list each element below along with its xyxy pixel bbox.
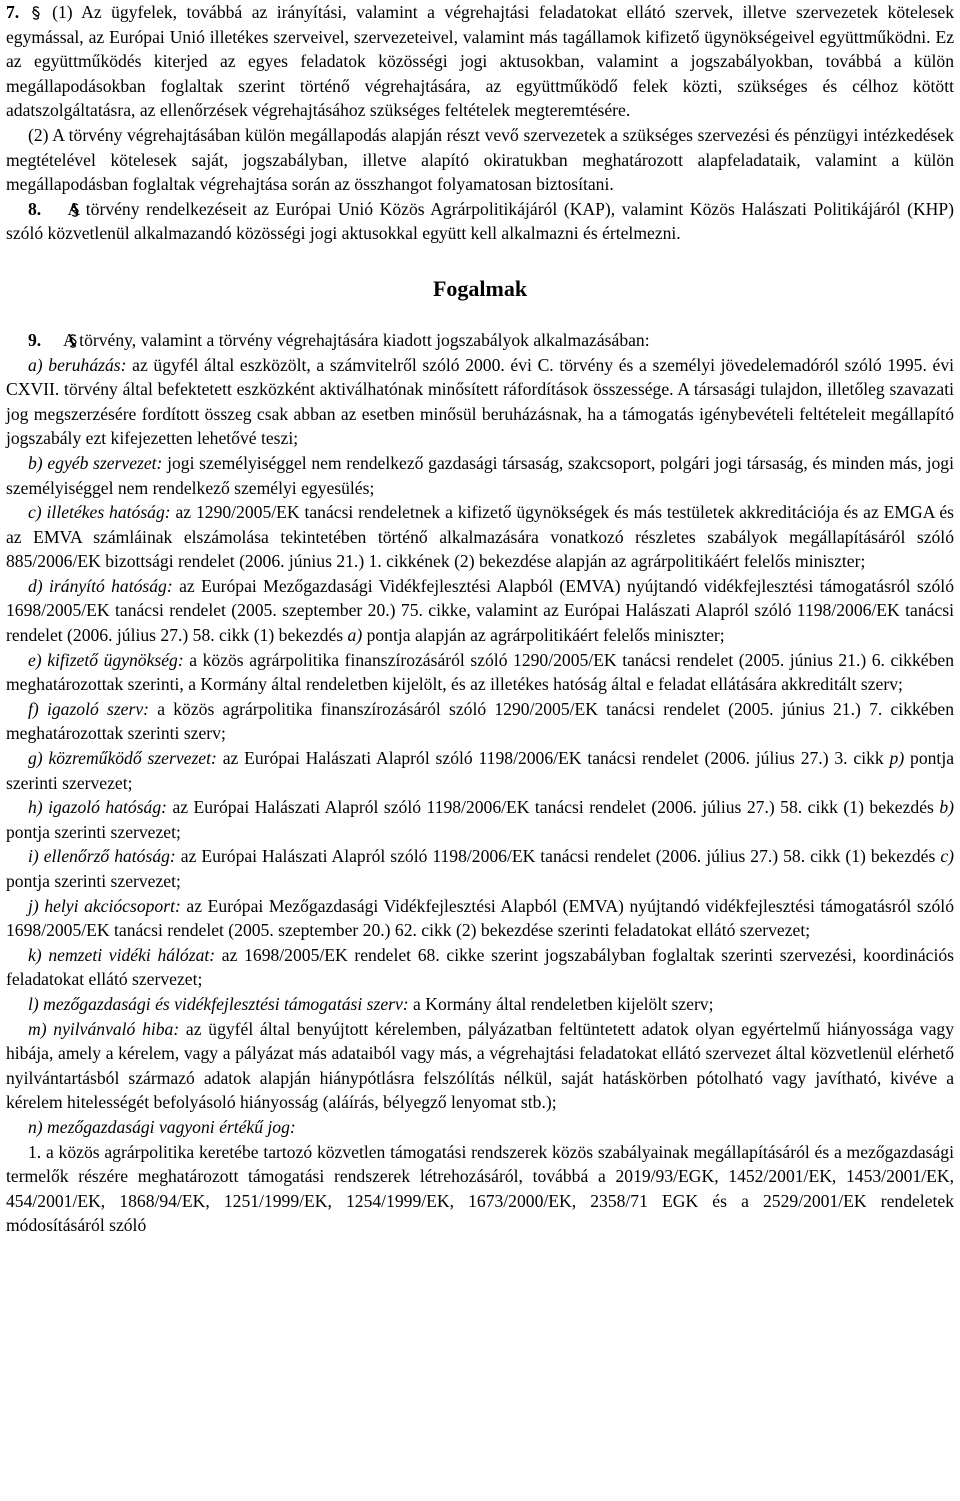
section-9-intro bbox=[6, 328, 954, 353]
definition-tail: pontja szerinti szervezet; bbox=[6, 821, 181, 842]
section-number: 8. bbox=[28, 198, 42, 219]
definition-n bbox=[6, 1115, 954, 1140]
section-7-text-1: (1) Az ügyfelek, továbbá az irányítási, valamint a végrehajtási feladatokat ellátó szervek, illetve szervezetek kötelesek egymással, az Európai Unió illetékes szerveivel, szervezeteivel, valamint más tagállamok kifizető ügynökségeivel együttműködni. Ez az együttműködés kiterjed az egyes feladatok közösségi jogi aktusokban, valamint a jogszabályokban, továbbá a külön megállapodásokban foglaltak szerint történő végrehajtására, az együttműködő felek közti, szükséges és célhoz kötött adatszolgáltatásra, az ellenőrzések végrehajtásához szükséges feltételek megteremtésére. bbox=[6, 2, 954, 121]
section-sign-icon bbox=[48, 197, 62, 222]
definition-term: g) közreműködő szervezet: bbox=[28, 748, 217, 769]
definition-point-ref: c) bbox=[940, 846, 954, 867]
definition-term: j) helyi akciócsoport: bbox=[28, 895, 181, 916]
definition-point-ref: p) bbox=[889, 748, 905, 769]
definition-term: c) illetékes hatóság: bbox=[28, 502, 171, 523]
definition-j bbox=[6, 894, 954, 943]
definition-term: e) kifizető ügynökség: bbox=[28, 649, 184, 670]
definition-term: k) nemzeti vidéki hálózat: bbox=[28, 944, 216, 965]
definition-text: a Kormány által rendeletben kijelölt szerv; bbox=[408, 993, 714, 1014]
definition-i bbox=[6, 844, 954, 893]
definition-n-item-1: 1. a közös agrárpolitika keretébe tartozó közvetlen támogatási rendszerek közös szabályainak megállapításáról és a mezőgazdasági termelők részére meghatározott támogatási rendszerek létrehozásáról, továbbá a 2019/93/EGK, 1452/2001/EK, 1453/2001/EK, 454/2001/EK, 1868/94/EK, 1251/1999/EK, 1254/1999/EK, 1673/2000/EK, 2358/71 EGK és a 2529/2001/EK rendeletek módosításáról szóló bbox=[6, 1141, 954, 1236]
definition-text: az 1698/2005/EK rendelet 68. cikke szerint jogszabályban foglaltak szerinti szervezési, koordinációs feladatokat ellátó szervezet; bbox=[6, 944, 954, 990]
definition-h bbox=[6, 795, 954, 844]
definition-text: az Európai Halászati Alapról szóló 1198/2006/EK tanácsi rendelet (2006. július 27.) 58. cikk (1) bekezdés bbox=[175, 846, 941, 867]
definition-text: az ügyfél által eszközölt, a számvitelről szóló 2000. évi C. törvény és a személyi jövedelemadóról szóló 1995. évi CXVII. törvény által befektetett eszközként aktiválhatónak minősített ráfordítások összessége. A társasági tulajdon, illetőleg szavazati jog megszerzésére fordított összeg csak abban az esetben minősül beruházásnak, ha a támogatás igénybevételi feltételeit megállapító jogszabály ezt kifejezetten lehetővé teszi; bbox=[6, 354, 955, 449]
section-7-paragraph-2: (2) A törvény végrehajtásában külön megállapodás alapján részt vevő szervezetek a szükséges szervezési és pénzügyi intézkedések megtételével kötelesek saját, jogszabályban, illetve alapító okiratukban meghatározott alapfeladataik, valamint a külön megállapodásban foglaltak végrehajtása során az összhangot folyamatosan biztosítani. bbox=[6, 124, 954, 195]
definition-term: i) ellenőrző hatóság: bbox=[28, 846, 176, 867]
section-8-text: A törvény rendelkezéseit az Európai Unió Közös Agrárpolitikájáról (KAP), valamint Közös Halászati Politikájáról (KHP) szóló közvetlenül alkalmazandó közösségi jogi aktusokkal együtt kell alkalmazni és értelmezni. bbox=[6, 198, 955, 244]
definition-g bbox=[6, 746, 954, 795]
definition-e bbox=[6, 648, 954, 697]
definition-term: b) egyéb szervezet: bbox=[28, 452, 163, 473]
definition-text: a közös agrárpolitika finanszírozásáról szóló 1290/2005/EK tanácsi rendelet (2005. június 21.) 7. cikkében meghatározottak szerinti szerv; bbox=[6, 698, 954, 744]
definition-text: az Európai Halászati Alapról szóló 1198/2006/EK tanácsi rendelet (2006. július 27.) 3. cikk bbox=[216, 748, 890, 769]
definition-tail: pontja szerinti szervezet; bbox=[6, 748, 955, 793]
definition-tail: pontja szerinti szervezet; bbox=[6, 871, 181, 891]
definition-text: az Európai Halászati Alapról szóló 1198/2006/EK tanácsi rendelet (2006. július 27.) 58. cikk (1) bekezdés bbox=[167, 797, 940, 818]
definition-b bbox=[6, 451, 954, 500]
definition-point-ref: b) bbox=[939, 797, 954, 818]
definition-text: jogi személyiséggel nem rendelkező gazdasági társaság, szakcsoport, polgári jogi társaság, és minden más, jogi személyiséggel nem rendelkező személyi egyesülés; bbox=[6, 452, 954, 498]
definition-term: h) igazoló hatóság: bbox=[28, 797, 167, 818]
definition-a bbox=[6, 353, 954, 451]
document-page bbox=[6, 0, 954, 1238]
heading-fogalmak: Fogalmak bbox=[432, 275, 528, 301]
definition-f bbox=[6, 697, 954, 746]
section-8-paragraph bbox=[6, 197, 954, 246]
definition-text: az Európai Mezőgazdasági Vidékfejlesztési Alapból (EMVA) nyújtandó vidékfejlesztési támogatásról szóló 1698/2005/EK tanácsi rendelet (2005. szeptember 20.) 62. cikk (2) bekezdése szerinti feladatokat ellátó szervezet; bbox=[6, 895, 954, 941]
section-number: 7. bbox=[6, 2, 20, 22]
definition-point-ref: a) bbox=[347, 625, 363, 646]
definition-k bbox=[6, 943, 954, 992]
definition-term: l) mezőgazdasági és vidékfejlesztési támogatási szerv: bbox=[28, 993, 409, 1014]
definition-term: a) beruházás: bbox=[28, 354, 127, 375]
definition-tail: pontja alapján az agrárpolitikáért felelős miniszter; bbox=[362, 625, 725, 646]
section-7-paragraph-1 bbox=[6, 0, 954, 123]
definition-term: m) nyilvánvaló hiba: bbox=[28, 1018, 180, 1039]
definition-text: a közös agrárpolitika finanszírozásáról szóló 1290/2005/EK tanácsi rendelet (2005. június 21.) 6. cikkében meghatározottak szerinti, a Kormány által rendeletben kijelölt, és az illetékes hatóság által e feladat ellátására akkreditált szerv; bbox=[6, 649, 954, 695]
definition-m bbox=[6, 1017, 954, 1115]
definition-text: az ügyfél által benyújtott kérelemben, pályázatban feltüntetett adatok olyan egyértelmű hiányossága vagy hibája, amely a kérelem, vagy a pályázat más adataiból vagy más, a végrehajtási feladatokat ellátó szervezet által közvetlenül elérhető nyilvántartásból származó adatok alapján hiánypótlásra felszólítás nélkül, saját hatáskörben pótolható vagy javítható, kivéve a kérelem hitelességét befolyásoló hiányosság (aláírás, bélyegző lenyomat stb.); bbox=[6, 1018, 954, 1113]
definition-term: f) igazoló szerv: bbox=[28, 698, 150, 719]
definition-term: n) mezőgazdasági vagyoni értékű jog: bbox=[28, 1116, 296, 1137]
definition-d bbox=[6, 574, 954, 648]
definition-term: d) irányító hatóság: bbox=[28, 575, 173, 596]
section-sign-icon bbox=[29, 0, 43, 25]
definition-c bbox=[6, 500, 954, 574]
definition-l bbox=[6, 992, 954, 1017]
section-sign-icon bbox=[46, 328, 60, 353]
definition-text: az Európai Mezőgazdasági Vidékfejlesztési Alapból (EMVA) nyújtandó vidékfejlesztési támogatásról szóló 1698/2005/EK tanácsi rendelet (2005. szeptember 20.) 75. cikke, valamint az Európai Halászati Alapról szóló 1198/2006/EK tanácsi rendelet (2006. július 27.) 58. cikk (1) bekezdés bbox=[6, 575, 954, 646]
section-9-intro-text: A törvény, valamint a törvény végrehajtására kiadott jogszabályok alkalmazásában: bbox=[63, 329, 650, 350]
definition-text: az 1290/2005/EK tanácsi rendeletnek a kifizető ügynökségek és más testületek akkreditációja és az EMGA és az EMVA számláinak elszámolása tekintetében történő alkalmazására vonatkozó részletes szabályok megállapításáról szóló 885/2006/EK bizottsági rendelet (2006. június 21.) 1. cikkének (2) bekezdése alapján az agrárpolitikáért felelős miniszter; bbox=[6, 502, 954, 572]
section-number: 9. bbox=[28, 329, 42, 350]
